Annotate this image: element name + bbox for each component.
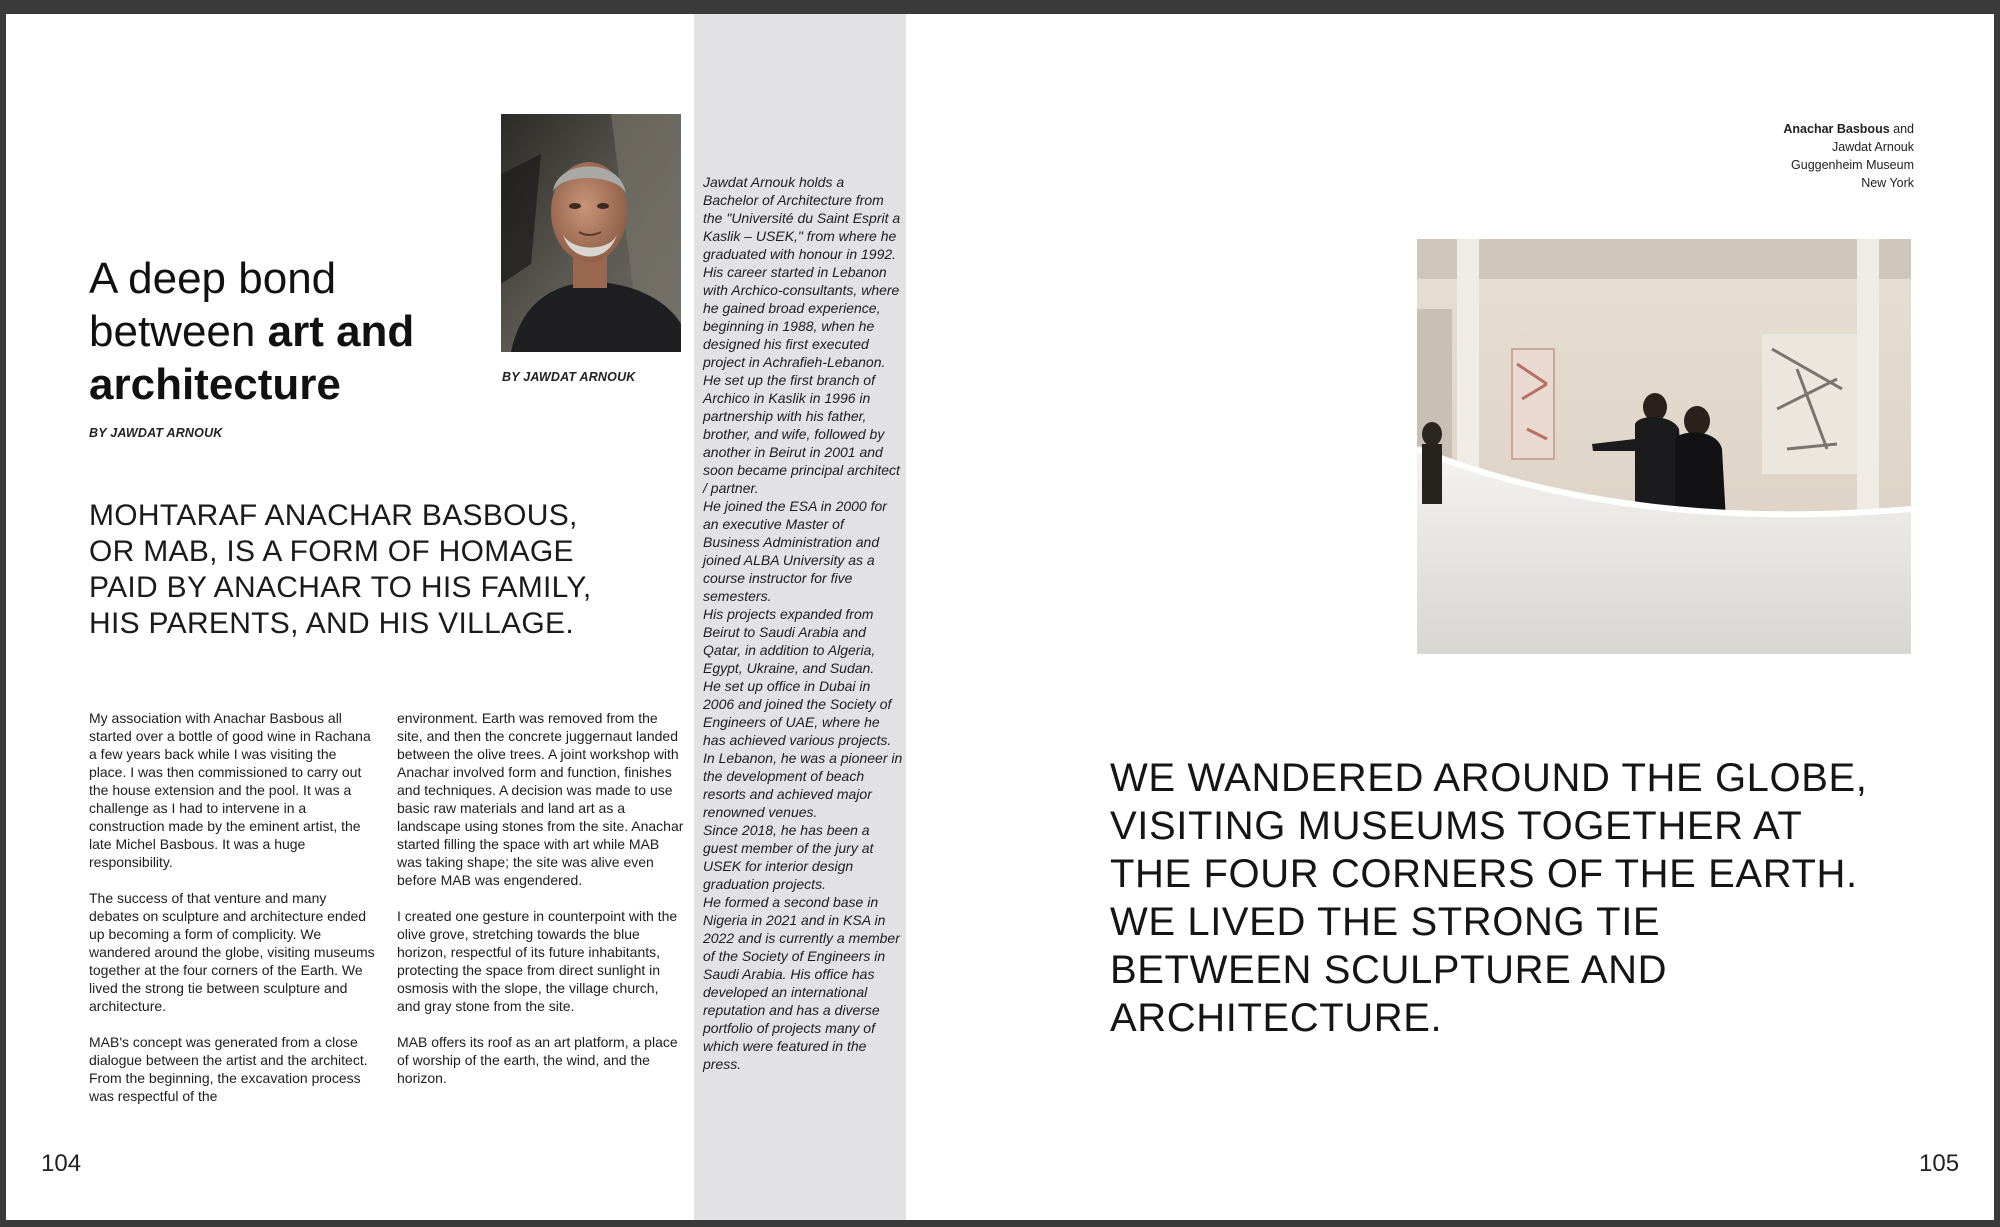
- caption-and: and: [1889, 122, 1914, 136]
- bio-paragraph: He formed a second base in Nigeria in 2021 and in KSA in 2022 and is currently a member of the Society of Engineers in Saudi Arabia. His office has developed an international reputation and has a diverse portfolio of projects many of which were featured in the press.: [703, 894, 900, 1072]
- caption-line: Jawdat Arnouk: [1832, 140, 1914, 154]
- bio-paragraph: Since 2018, he has been a guest member of the jury at USEK for interior design graduation projects.: [703, 822, 874, 892]
- author-portrait: [501, 114, 681, 352]
- caption-line: New York: [1861, 176, 1914, 190]
- museum-photo: [1417, 239, 1911, 654]
- body-column-1: [89, 709, 377, 1123]
- body-paragraph: MAB offers its roof as an art platform, a place of worship of the earth, the wind, and the horizon.: [397, 1034, 678, 1086]
- caption-line: Guggenheim Museum: [1791, 158, 1914, 172]
- bio-paragraph: He joined the ESA in 2000 for an executive Master of Business Administration and joined ALBA University as a course instructor for five semesters.: [703, 498, 887, 604]
- article-title: [89, 252, 509, 411]
- body-paragraph: My association with Anachar Basbous all started over a bottle of good wine in Rachana a few years back while I was visiting the place. I was then commissioned to carry out the house extension and the pool. It was a challenge as I had to intervene in a construction made by the eminent artist, the late Michel Basbous. It was a huge responsibility.: [89, 710, 371, 870]
- bio-paragraph: His projects expanded from Beirut to Saudi Arabia and Qatar, in addition to Algeria, Egypt, Ukraine, and Sudan.: [703, 606, 876, 676]
- magazine-spread: [6, 14, 1994, 1220]
- title-bold: art and architecture: [89, 307, 415, 409]
- bio-paragraph: He set up the first branch of Archico in Kaslik in 1996 in partnership with his father, brother, and wife, followed by another in Beirut in 2001 and soon became principal architect / partner.: [703, 372, 900, 496]
- portrait-byline: BY JAWDAT ARNOUK: [502, 370, 636, 384]
- bio-paragraph: He set up office in Dubai in 2006 and joined the Society of Engineers of UAE, where he has achieved various projects. In Lebanon, he was a pioneer in the development of beach resorts and achieved major renowned venues.: [703, 678, 903, 820]
- photo-caption: [1706, 120, 1914, 192]
- body-paragraph: environment. Earth was removed from the site, and then the concrete juggernaut landed between the olive trees. A joint workshop with Anachar involved form and function, finishes and techniques. A decision was made to use basic raw materials and land art as a landscape using stones from the site. Anachar started filling the space with art while MAB was taking shape; the site was alive even before MAB was engendered.: [397, 710, 684, 888]
- lead-paragraph: MOHTARAF ANACHAR BASBOUS, OR MAB, IS A FORM OF HOMAGE PAID BY ANACHAR TO HIS FAMILY, HIS PARENTS, AND HIS VILLAGE.: [89, 499, 592, 640]
- body-paragraph: The success of that venture and many debates on sculpture and architecture ended up becoming a form of complicity. We wandered around the globe, visiting museums together at the four corners of the Earth. We lived the strong tie between sculpture and architecture.: [89, 890, 375, 1014]
- page-number-left: 104: [41, 1150, 82, 1177]
- bio-paragraph: Jawdat Arnouk holds a Bachelor of Architecture from the "Université du Saint Esprit a Kaslik – USEK," from where he graduated with honour in 1992.: [703, 174, 901, 262]
- museum-photo-image: [1417, 239, 1911, 654]
- title-byline: BY JAWDAT ARNOUK: [89, 426, 223, 440]
- caption-name: Anachar Basbous: [1783, 122, 1890, 136]
- pull-quote: WE WANDERED AROUND THE GLOBE, VISITING MUSEUMS TOGETHER AT THE FOUR CORNERS OF THE EARTH. WE LIVED THE STRONG TIE BETWEEN SCULPTURE AND ARCHITECTURE.: [1110, 756, 1868, 1040]
- author-bio: [703, 173, 903, 1073]
- page-number-right: 105: [1919, 1150, 1960, 1177]
- portrait-image: [501, 114, 681, 352]
- bio-paragraph: His career started in Lebanon with Archico-consultants, where he gained broad experience, beginning in 1988, when he designed his first executed project in Achrafieh-Lebanon.: [703, 264, 900, 370]
- body-paragraph: I created one gesture in counterpoint with the olive grove, stretching towards the blue horizon, respectful of its future inhabitants, protecting the space from direct sunlight in osmosis with the slope, the village church, and gray stone from the site.: [397, 908, 678, 1014]
- title-lead: A deep bond between: [89, 254, 337, 356]
- body-paragraph: MAB's concept was generated from a close dialogue between the artist and the architect. From the beginning, the excavation process was respectful of the: [89, 1034, 368, 1104]
- body-column-2: [397, 709, 685, 1105]
